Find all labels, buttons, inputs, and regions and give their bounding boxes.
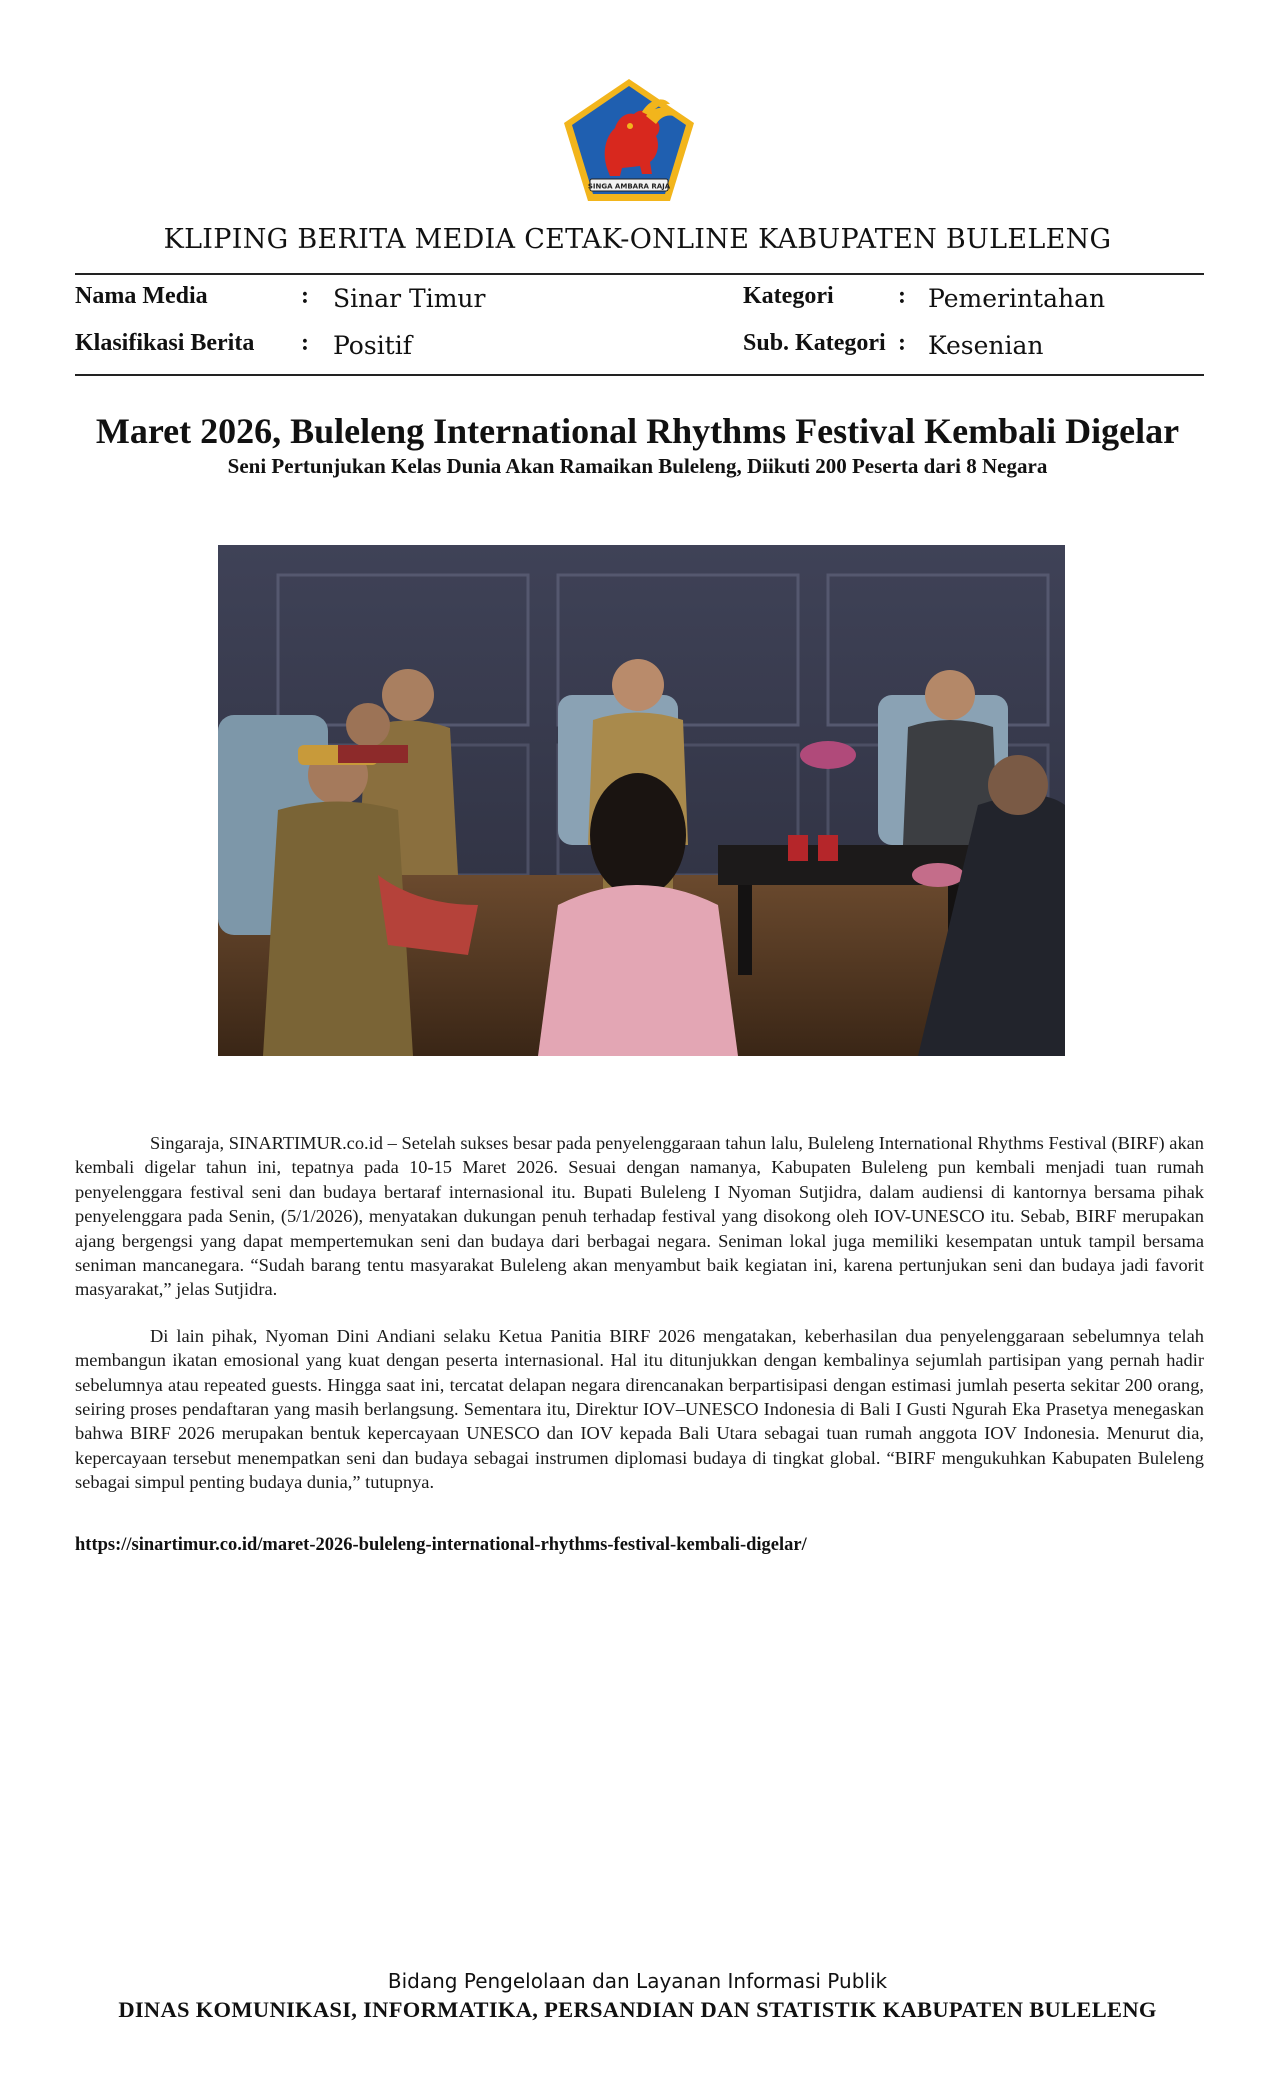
colon-sep: : [301, 283, 309, 309]
kategori-value: Pemerintahan [928, 284, 1106, 313]
footer-agency: DINAS KOMUNIKASI, INFORMATIKA, PERSANDIAN DAN STATISTIK KABUPATEN BULELENG [118, 1997, 1157, 2022]
document-title: KLIPING BERITA MEDIA CETAK-ONLINE KABUPATEN BULELENG [163, 224, 1112, 255]
klasifikasi-value: Positif [333, 331, 412, 360]
klasifikasi-label: Klasifikasi Berita [75, 330, 255, 356]
nama-media-value: Sinar Timur [333, 284, 486, 313]
svg-text:SINGA AMBARA RAJA: SINGA AMBARA RAJA [587, 182, 671, 191]
source-url-link[interactable]: https://sinartimur.co.id/maret-2026-buleleng-international-rhythms-festival-kembali-digelar/ [75, 1535, 807, 1555]
article-body [75, 1131, 1204, 1517]
sub-kategori-label: Sub. Kategori [743, 330, 886, 356]
news-photo [218, 545, 1065, 1056]
colon-sep: : [898, 330, 906, 356]
article-paragraph: Singaraja, SINARTIMUR.co.id – Setelah sukses besar pada penyelenggaraan tahun lalu, Buleleng International Rhythms Festival (BIRF) akan kembali digelar tahun ini, tepatnya pada 10-15 Maret 2026. Sesuai dengan namanya, Kabupaten Buleleng pun kembali menjadi tuan rumah penyelenggara festival seni dan budaya bertaraf internasional itu. Bupati Buleleng I Nyoman Sutjidra, dalam audiensi di kantornya bersama pihak penyelenggara pada Senin, (5/1/2026), menyatakan dukungan penuh terhadap festival yang disokong oleh IOV-UNESCO itu. Sebab, BIRF merupakan ajang bergengsi yang dapat mempertemukan seni dan budaya dari berbagai negara. Seniman lokal juga memiliki kesempatan untuk tampil bersama seniman mancanegara. “Sudah barang tentu masyarakat Buleleng akan menyambut baik kegiatan ini, karena pertunjukan seni dan budaya jadi favorit masyarakat,” jelas Sutjidra. [75, 1133, 1204, 1300]
colon-sep: : [301, 330, 309, 356]
footer-division: Bidang Pengelolaan dan Layanan Informasi Publik [387, 1969, 888, 1993]
bottom-rule [75, 374, 1204, 376]
sub-kategori-value: Kesenian [928, 331, 1044, 360]
regency-logo [560, 76, 698, 204]
colon-sep: : [898, 283, 906, 309]
kategori-label: Kategori [743, 283, 834, 309]
crest-icon [560, 76, 698, 204]
article-headline: Maret 2026, Buleleng International Rhythms Festival Kembali Digelar [95, 411, 1180, 451]
top-rule [75, 273, 1204, 275]
article-subheadline: Seni Pertunjukan Kelas Dunia Akan Ramaikan Buleleng, Diikuti 200 Peserta dari 8 Negara [227, 454, 1048, 478]
article-paragraph: Di lain pihak, Nyoman Dini Andiani selaku Ketua Panitia BIRF 2026 mengatakan, keberhasilan dua penyelenggaraan sebelumnya telah membangun ikatan emosional yang kuat dengan peserta internasional. Hal itu ditunjukkan dengan kembalinya sejumlah partisipan yang pernah hadir sebelumnya atau repeated guests. Hingga saat ini, tercatat delapan negara direncanakan berpartisipasi dengan estimasi jumlah peserta sekitar 200 orang, seiring proses pendaftaran yang masih berlangsung. Sementara itu, Direktur IOV–UNESCO Indonesia di Bali I Gusti Ngurah Eka Prasetya menegaskan bahwa BIRF 2026 merupakan bentuk kepercayaan UNESCO dan IOV kepada Bali Utara sebagai tuan rumah anggota IOV Indonesia. Menurut dia, kepercayaan tersebut menempatkan seni dan budaya sebagai instrumen diplomasi budaya di tingkat global. “BIRF mengukuhkan Kabupaten Buleleng sebagai simpul penting budaya dunia,” tutupnya. [75, 1325, 1204, 1493]
nama-media-label: Nama Media [75, 283, 208, 309]
